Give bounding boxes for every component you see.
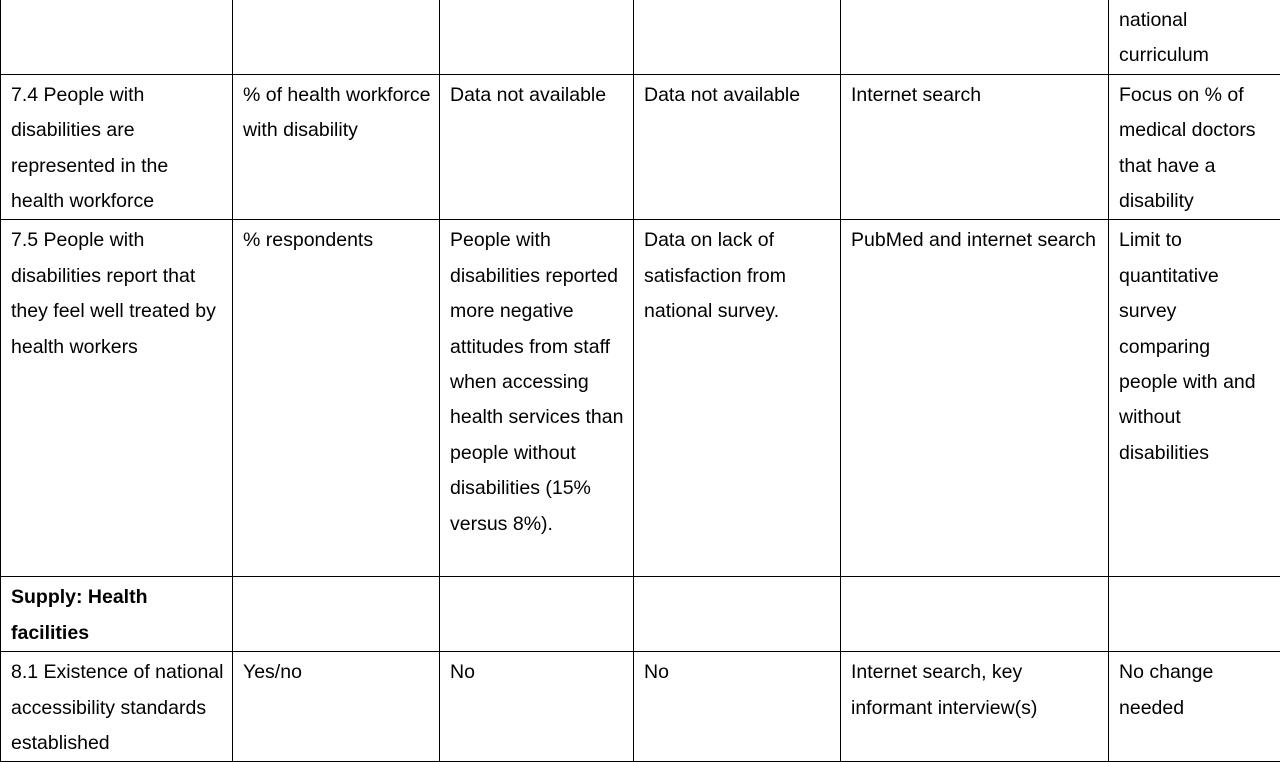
- table-cell: [440, 577, 634, 652]
- source-cell: Internet search: [841, 74, 1109, 220]
- indicator-cell: 8.1 Existence of national accessibility standards established: [1, 652, 233, 762]
- finding-cell: People with disabilities reported more negative attitudes from staff when accessing health services than people without disabilities (15% versus 8%).: [440, 220, 634, 577]
- table-cell: [233, 577, 440, 652]
- table-row-8-1: [1, 652, 1280, 762]
- table-cell: [634, 577, 841, 652]
- source-cell: PubMed and internet search: [841, 220, 1109, 577]
- table-cell: [1, 0, 233, 74]
- section-heading: Supply: Health facilities: [1, 577, 233, 652]
- table-cell: [233, 0, 440, 74]
- table-cell: [440, 0, 634, 74]
- note-cell: Focus on % of medical doctors that have a disability: [1109, 74, 1280, 220]
- table-cell: national curriculum: [1109, 0, 1280, 74]
- measure-cell: % of health workforce with disability: [233, 74, 440, 220]
- measure-cell: Yes/no: [233, 652, 440, 762]
- note-cell: Limit to quantitative survey comparing people with and without disabilities: [1109, 220, 1280, 577]
- table-row-7-4: [1, 74, 1280, 220]
- table-row-7-5: [1, 220, 1280, 577]
- note-cell: No change needed: [1109, 652, 1280, 762]
- table-row-continuation: [1, 0, 1280, 74]
- finding-cell: Data not available: [440, 74, 634, 220]
- finding-cell: No: [440, 652, 634, 762]
- table-cell: [841, 577, 1109, 652]
- measure-cell: % respondents: [233, 220, 440, 577]
- indicator-cell: 7.4 People with disabilities are represented in the health workforce: [1, 74, 233, 220]
- table-cell: [634, 0, 841, 74]
- table-cell: [841, 0, 1109, 74]
- data-cell: Data not available: [634, 74, 841, 220]
- data-cell: Data on lack of satisfaction from national survey.: [634, 220, 841, 577]
- source-cell: Internet search, key informant interview(s): [841, 652, 1109, 762]
- table-cell: [1109, 577, 1280, 652]
- data-cell: No: [634, 652, 841, 762]
- indicator-cell: 7.5 People with disabilities report that they feel well treated by health workers: [1, 220, 233, 577]
- table-row-section-heading: [1, 577, 1280, 652]
